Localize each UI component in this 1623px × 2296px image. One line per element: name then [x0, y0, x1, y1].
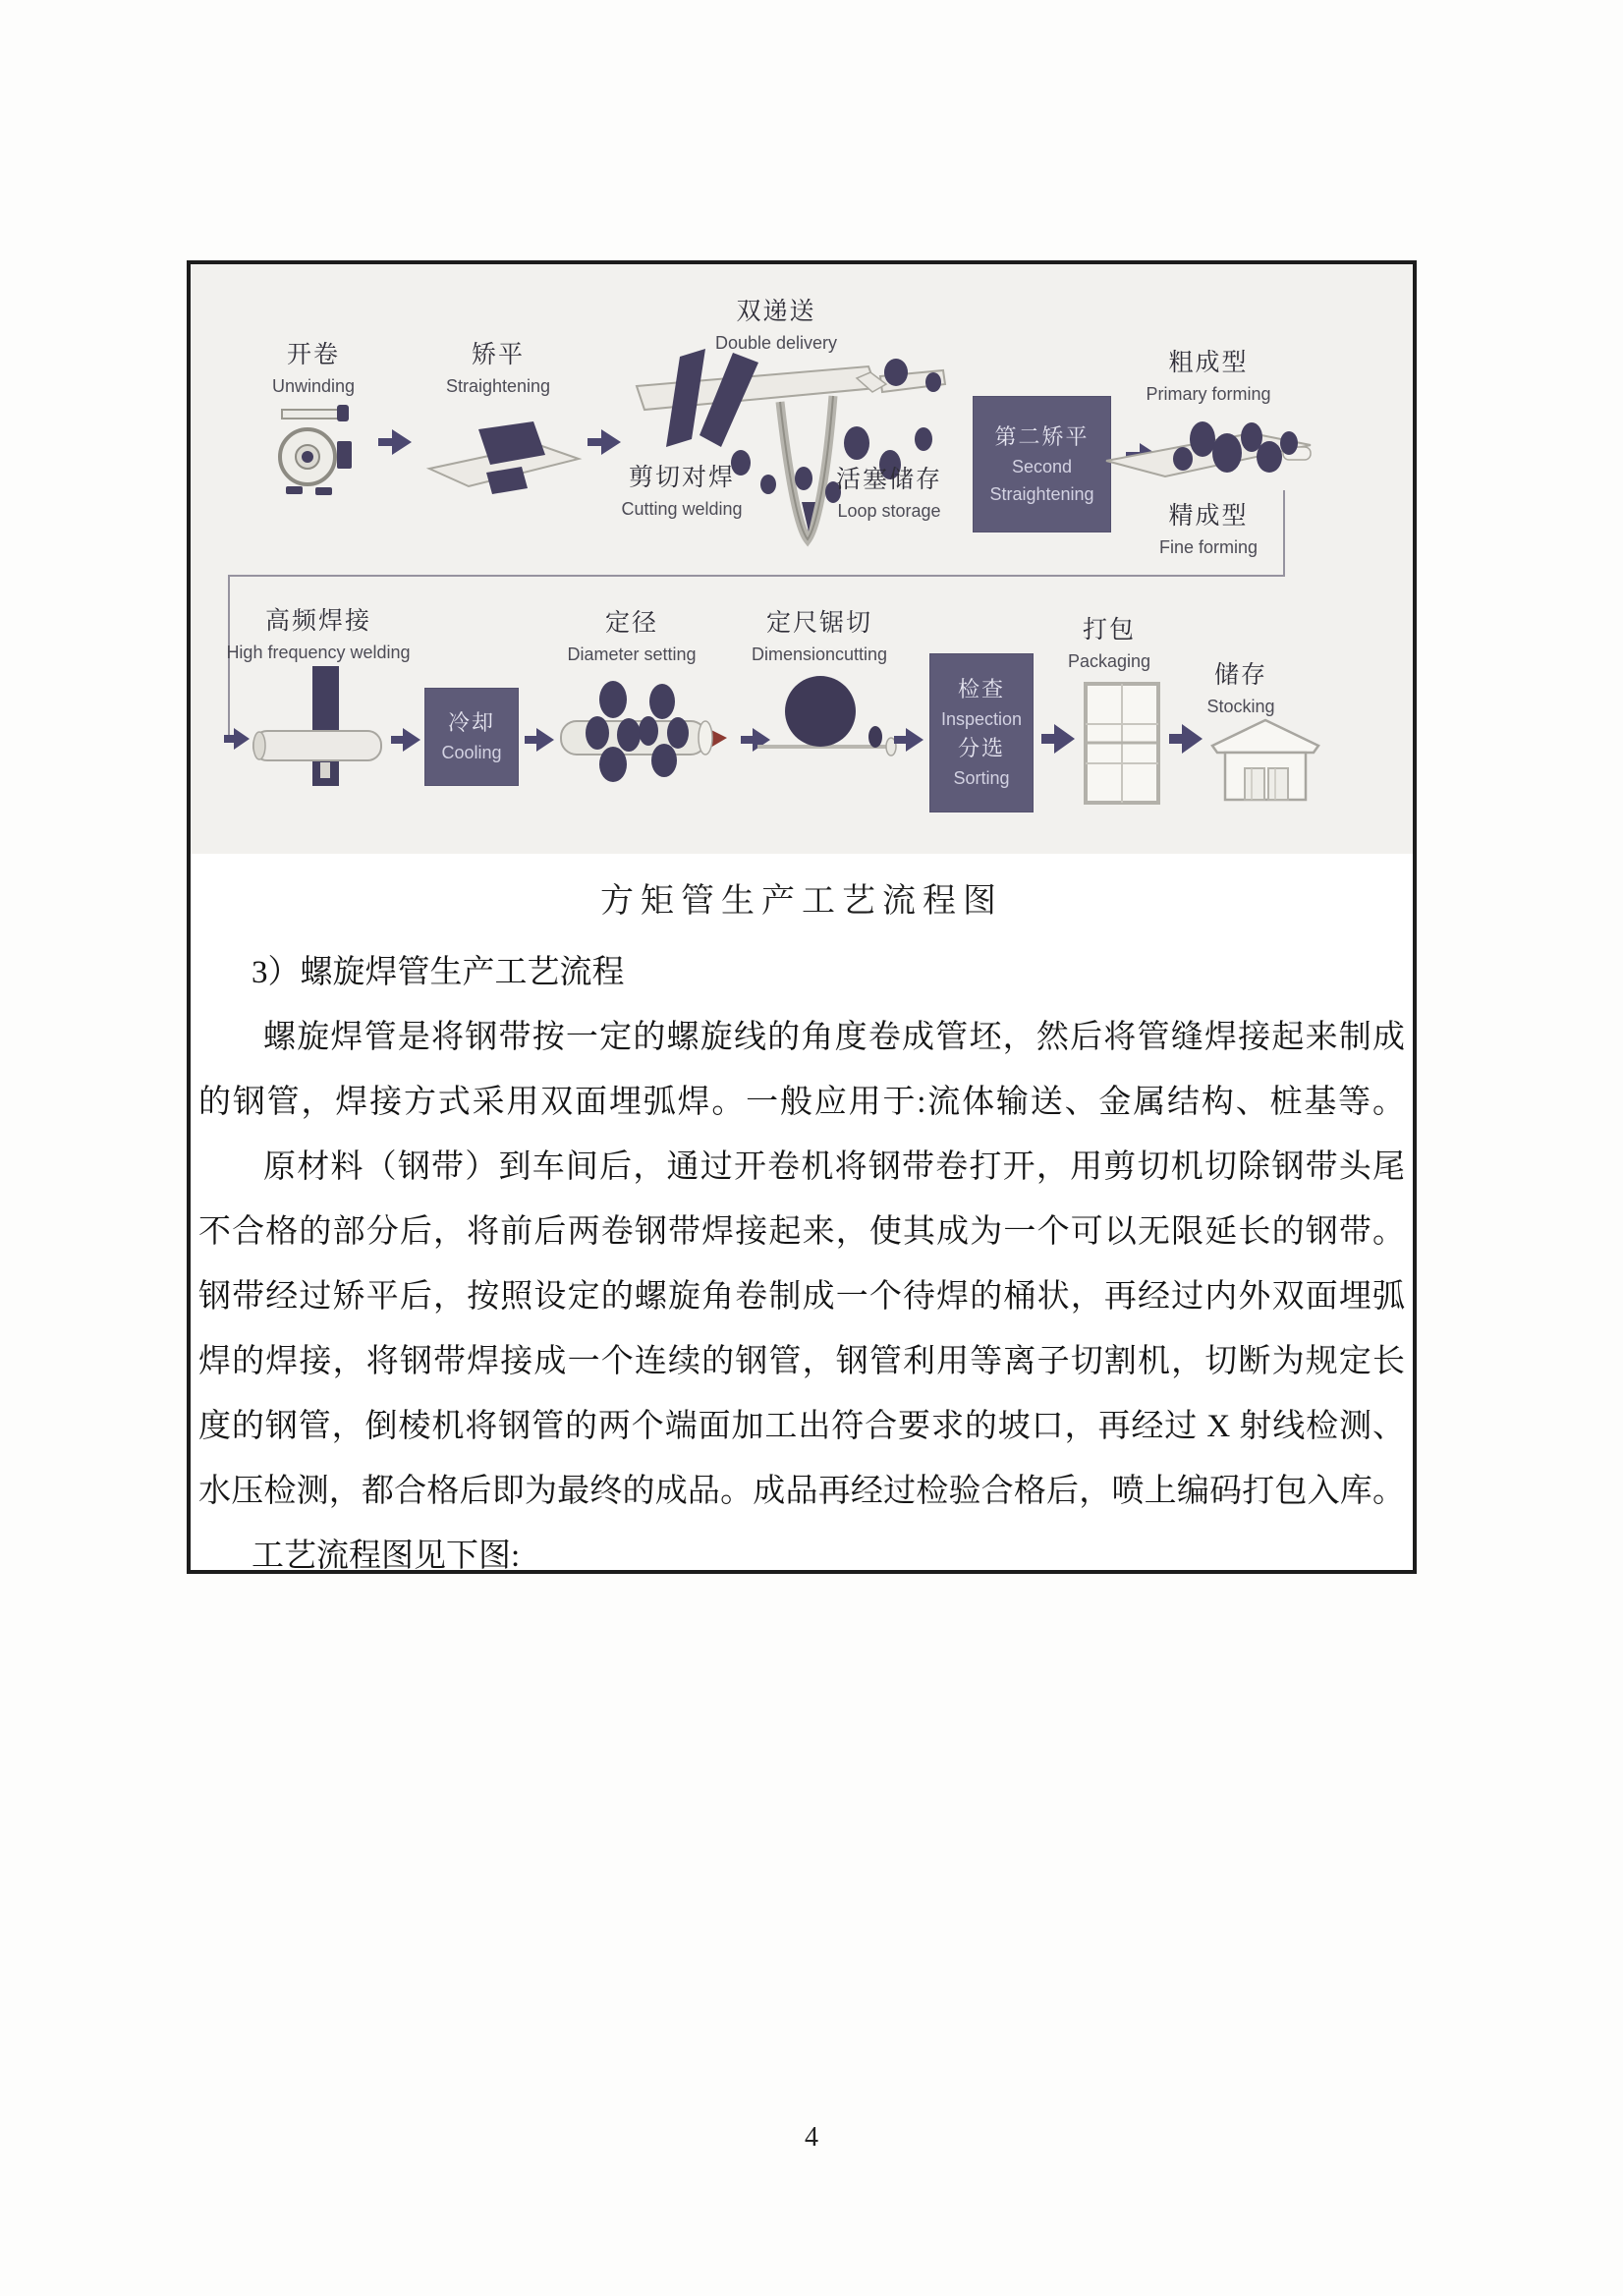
step-primary-forming-zh: 粗成型 — [1168, 349, 1249, 376]
step-fine-forming-zh: 精成型 — [1168, 502, 1249, 530]
connector-line-top — [228, 575, 1285, 577]
flow-arrow-icon — [1169, 724, 1203, 754]
step-hf-welding-zh: 高频焊接 — [264, 607, 371, 635]
straightener-icon — [421, 412, 587, 502]
step-primary-forming-en: Primary forming — [1146, 384, 1271, 404]
text-line: 原材料（钢带）到车间后，通过开卷机将钢带卷打开，用剪切机切除钢带头尾 — [263, 1149, 1405, 1185]
step-loop-storage-label — [801, 460, 978, 522]
second-straightening-en2: Straightening — [989, 483, 1094, 504]
step-dimension-cutting-en: Dimensioncutting — [751, 644, 888, 664]
text-line: 工艺流程图见下图: — [252, 1539, 521, 1574]
coil-icon — [274, 402, 359, 496]
figure-caption: 方矩管生产工艺流程图 — [600, 883, 1003, 920]
cooling-en: Cooling — [441, 743, 502, 762]
warehouse-icon — [1210, 712, 1320, 805]
step-dimension-cutting-label — [721, 603, 918, 665]
cooling-box — [424, 688, 519, 786]
hf-welding-icon — [252, 662, 385, 790]
section-heading: 3）螺旋焊管生产工艺流程 — [252, 955, 625, 990]
step-double-delivery-en: Double delivery — [714, 333, 838, 353]
flow-arrow-icon — [1041, 724, 1075, 754]
sorting-zh: 分选 — [957, 736, 1005, 760]
step-loop-storage-en: Loop storage — [837, 501, 941, 521]
step-fine-forming-en: Fine forming — [1158, 537, 1259, 557]
flow-arrow-icon — [525, 728, 554, 752]
flow-arrow-icon — [391, 728, 420, 752]
text-line: 焊的焊接，将钢带焊接成一个连续的钢管，钢管利用等离子切割机，切断为规定长 — [198, 1344, 1405, 1379]
step-cutting-welding-en: Cutting welding — [621, 499, 743, 519]
step-fine-forming-label — [1115, 496, 1302, 558]
second-straightening-zh: 第二矫平 — [994, 423, 1090, 449]
connector-line-right — [1283, 490, 1285, 577]
primary-forming-icon — [1104, 412, 1313, 495]
step-cutting-welding-label — [593, 458, 770, 520]
step-diameter-setting-label — [533, 603, 730, 665]
second-straightening-en1: Second — [1011, 456, 1073, 476]
text-line: 螺旋焊管是将钢带按一定的螺旋线的角度卷成管坯，然后将管缝焊接起来制成 — [263, 1020, 1405, 1055]
flow-arrow-icon — [588, 429, 621, 455]
step-straightening-zh: 矫平 — [471, 341, 525, 368]
saw-cutting-icon — [756, 672, 898, 762]
process-flow-diagram — [191, 264, 1413, 854]
flow-arrow-icon — [378, 429, 412, 455]
inspection-zh: 检查 — [957, 677, 1005, 701]
step-stocking-label — [1162, 655, 1319, 717]
sorting-en: Sorting — [953, 768, 1010, 788]
text-line: 钢带经过矫平后，按照设定的螺旋角卷制成一个待焊的桶状，再经过内外双面埋弧 — [198, 1279, 1405, 1315]
step-stocking-en: Stocking — [1206, 697, 1275, 716]
step-hf-welding-label — [205, 601, 431, 663]
inspection-sorting-box — [929, 653, 1034, 812]
connector-arrow-icon — [224, 728, 250, 750]
step-dimension-cutting-zh: 定尺锯切 — [765, 609, 872, 637]
text-line: 水压检测，都合格后即为最终的成品。成品再经过检验合格后，喷上编码打包入库。 — [198, 1474, 1405, 1509]
page-number: 4 — [805, 2122, 818, 2153]
step-unwinding-zh: 开卷 — [286, 341, 340, 368]
step-loop-storage-zh: 活塞储存 — [835, 466, 942, 493]
text-line: 度的钢管，倒棱机将钢管的两个端面加工出符合要求的坡口，再经过 X 射线检测、 — [198, 1409, 1405, 1444]
flow-arrow-icon — [894, 728, 923, 752]
step-diameter-setting-en: Diameter setting — [567, 644, 697, 664]
step-packaging-zh: 打包 — [1082, 616, 1136, 644]
packaging-pallet-icon — [1083, 681, 1161, 806]
diameter-setting-icon — [556, 672, 735, 788]
step-diameter-setting-zh: 定径 — [604, 609, 658, 637]
step-unwinding-en: Unwinding — [271, 376, 356, 396]
text-line: 不合格的部分后，将前后两卷钢带焊接起来，使其成为一个可以无限延长的钢带。 — [198, 1214, 1405, 1250]
step-packaging-en: Packaging — [1067, 651, 1151, 671]
body-text — [198, 940, 1405, 1589]
step-hf-welding-en: High frequency welding — [226, 643, 411, 662]
content-frame — [187, 260, 1417, 1574]
step-cutting-welding-zh: 剪切对焊 — [628, 464, 735, 491]
inspection-en: Inspection — [940, 709, 1023, 729]
cooling-zh: 冷却 — [447, 710, 495, 735]
step-stocking-zh: 储存 — [1213, 661, 1267, 689]
step-unwinding-label — [235, 335, 392, 397]
text-line: 的钢管，焊接方式采用双面埋弧焊。一般应用于:流体输送、金属结构、桩基等。 — [198, 1085, 1405, 1120]
step-straightening-en: Straightening — [445, 376, 551, 396]
step-double-delivery-zh: 双递送 — [736, 298, 816, 325]
step-primary-forming-label — [1105, 343, 1312, 405]
second-straightening-box — [973, 396, 1111, 532]
step-straightening-label — [420, 335, 577, 397]
